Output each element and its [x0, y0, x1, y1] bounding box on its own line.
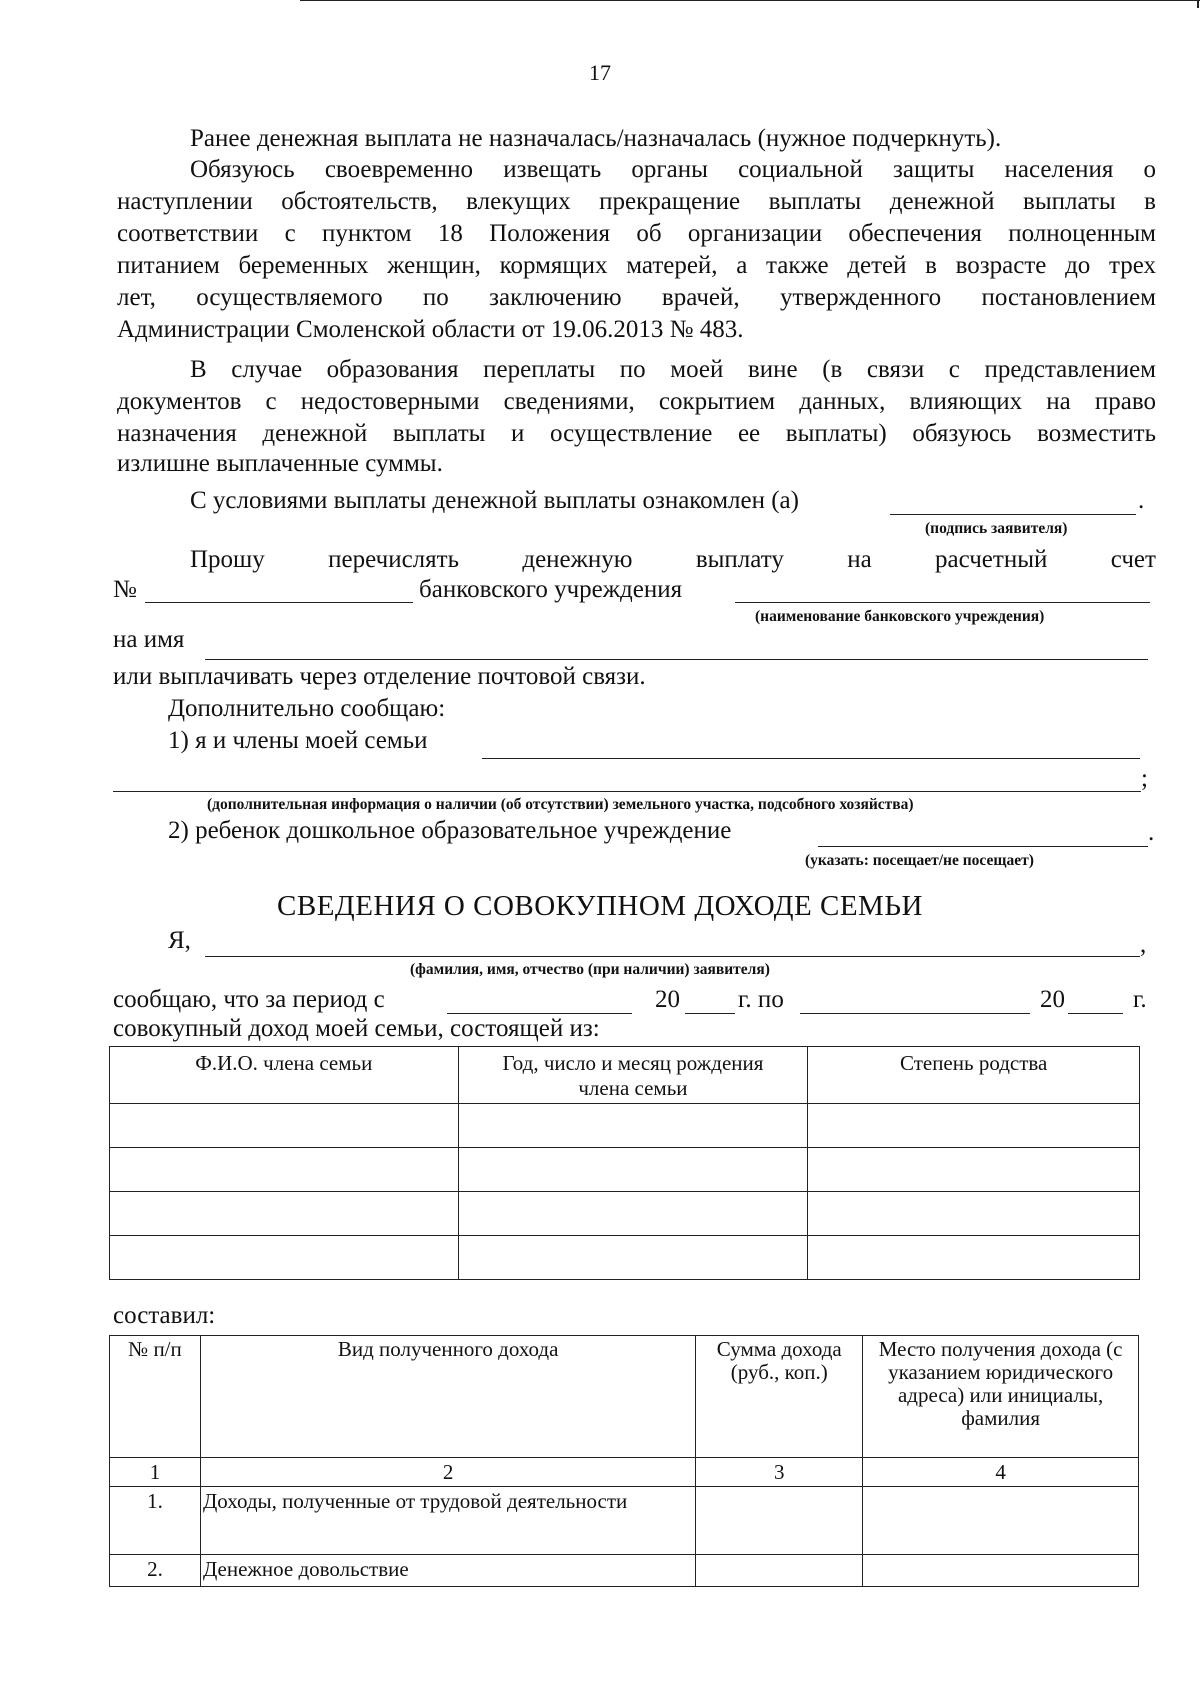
- income-sum-cell[interactable]: [696, 1487, 863, 1555]
- account-number-label: №: [113, 576, 137, 603]
- numbering-cell: 1: [110, 1458, 201, 1487]
- item2-field[interactable]: [818, 846, 1148, 847]
- recipient-name-label: на имя: [113, 626, 185, 653]
- table-cell[interactable]: [458, 1236, 808, 1280]
- numbering-cell: 2: [200, 1458, 695, 1487]
- table-header-row: [110, 1047, 1140, 1104]
- bank-label: банковского учреждения: [419, 576, 683, 603]
- period-year2: 20: [1040, 986, 1065, 1013]
- table-cell[interactable]: [458, 1148, 808, 1192]
- paragraph-obligation-line-3: соответствии с пунктом 18 Положения об организации обеспечения полноценным: [117, 220, 1156, 247]
- column-header-relation: Степень родства: [808, 1047, 1140, 1104]
- scan-edge-right: [1197, 0, 1199, 8]
- paragraph-overpayment-line-4: излишне выплаченные суммы.: [117, 450, 443, 477]
- column-header-sum: Сумма дохода (руб., коп.): [696, 1336, 863, 1458]
- page-number: 17: [589, 60, 611, 85]
- paragraph-obligation-line-1: Обязуюсь своевременно извещать органы социальной защиты населения о: [190, 156, 1156, 183]
- item1-field-continued[interactable]: [113, 791, 1141, 792]
- period-year1-field[interactable]: [685, 1013, 735, 1014]
- paragraph-obligation-line-4: питанием беременных женщин, кормящих матерей, а также детей в возрасте до трех: [117, 252, 1156, 279]
- income-sum-cell[interactable]: [696, 1555, 863, 1587]
- income-type-cell: Доходы, полученные от трудовой деятельности: [200, 1487, 695, 1555]
- income-place-cell[interactable]: [863, 1555, 1139, 1587]
- row-number: 1.: [110, 1487, 201, 1555]
- income-table: [109, 1335, 1139, 1587]
- table-row: [110, 1236, 1140, 1280]
- recipient-name-field[interactable]: [205, 659, 1148, 660]
- acquainted-end: .: [1138, 487, 1145, 514]
- paragraph-overpayment-line-1: В случае образования переплаты по моей вине (в связи с представлением: [190, 356, 1156, 383]
- numbering-cell: 3: [696, 1458, 863, 1487]
- period-year-suffix2: г.: [1133, 986, 1147, 1013]
- attends-caption: (указать: посещает/не посещает): [805, 852, 1034, 869]
- applicant-end: ,: [1140, 931, 1147, 958]
- item2-end: .: [1148, 819, 1155, 846]
- request-word: счет: [1110, 546, 1156, 573]
- table-row: [110, 1555, 1139, 1587]
- item1-end: ;: [1141, 765, 1148, 792]
- column-header-number: № п/п: [110, 1336, 201, 1458]
- table-cell[interactable]: [110, 1192, 459, 1236]
- family-composition-label: совокупный доход моей семьи, состоящей из:: [113, 1015, 600, 1042]
- request-line: [190, 545, 1156, 575]
- made-up-label: составил:: [113, 1302, 216, 1329]
- income-section-heading: СВЕДЕНИЯ О СОВОКУПНОМ ДОХОДЕ СЕМЬИ: [277, 890, 923, 922]
- table-row: [110, 1192, 1140, 1236]
- table-cell[interactable]: [808, 1104, 1140, 1148]
- period-year1: 20: [655, 986, 680, 1013]
- applicant-field[interactable]: [205, 956, 1140, 957]
- period-year2-field[interactable]: [1068, 1013, 1123, 1014]
- column-header-place: Место получения дохода (с указанием юридического адреса) или инициалы, фамилия: [863, 1336, 1139, 1458]
- table-row: [110, 1487, 1139, 1555]
- paragraph-overpayment-line-3: назначения денежной выплаты и осуществление ее выплаты) обязуюсь возместить: [117, 420, 1156, 447]
- request-word: выплату: [695, 546, 784, 573]
- family-members-table: [109, 1046, 1140, 1280]
- paragraph-previous-payment: Ранее денежная выплата не назначалась/назначалась (нужное подчеркнуть).: [190, 125, 1002, 152]
- item1-field[interactable]: [482, 758, 1140, 759]
- period-year-suffix1: г. по: [738, 986, 784, 1013]
- applicant-label: Я,: [168, 927, 191, 954]
- bank-name-field[interactable]: [735, 602, 1150, 603]
- account-number-field[interactable]: [145, 602, 413, 603]
- land-caption: (дополнительная информация о наличии (об отсутствии) земельного участка, подсобного хозяйства): [207, 796, 914, 813]
- fio-caption: (фамилия, имя, отчество (при наличии) заявителя): [410, 961, 770, 978]
- bank-caption: (наименование банковского учреждения): [755, 608, 1045, 625]
- income-type-cell: Денежное довольствие: [200, 1555, 695, 1587]
- row-number: 2.: [110, 1555, 201, 1587]
- request-word: Прошу: [190, 546, 265, 573]
- paragraph-obligation-line-5: лет, осуществляемого по заключению врачей, утвержденного постановлением: [117, 284, 1156, 311]
- item2-label: 2) ребенок дошкольное образовательное учреждение: [168, 817, 732, 844]
- table-cell[interactable]: [808, 1236, 1140, 1280]
- income-place-cell[interactable]: [863, 1487, 1139, 1555]
- acquainted-label: С условиями выплаты денежной выплаты ознакомлен (а): [190, 487, 799, 514]
- table-row: [110, 1104, 1140, 1148]
- item1-label: 1) я и члены моей семьи: [168, 727, 428, 754]
- paragraph-obligation-line-2: наступлении обстоятельств, влекущих прекращение выплаты денежной выплаты в: [117, 188, 1156, 215]
- additionally-label: Дополнительно сообщаю:: [168, 695, 446, 722]
- paragraph-obligation-line-6: Администрации Смоленской области от 19.06.2013 № 483.: [117, 316, 744, 343]
- table-numbering-row: [110, 1458, 1139, 1487]
- table-cell[interactable]: [808, 1148, 1140, 1192]
- signature-field[interactable]: [890, 514, 1136, 515]
- request-word: расчетный: [935, 546, 1048, 573]
- table-row: [110, 1148, 1140, 1192]
- column-header-fio: Ф.И.О. члена семьи: [110, 1047, 459, 1104]
- table-cell[interactable]: [110, 1148, 459, 1192]
- table-cell[interactable]: [458, 1104, 808, 1148]
- table-cell[interactable]: [458, 1192, 808, 1236]
- column-header-birthdate: Год, число и месяц рождения члена семьи: [458, 1047, 808, 1104]
- scan-edge-top: [300, 0, 1200, 1]
- table-cell[interactable]: [808, 1192, 1140, 1236]
- signature-caption: (подпись заявителя): [925, 520, 1068, 537]
- table-cell[interactable]: [110, 1236, 459, 1280]
- request-word: на: [847, 546, 872, 573]
- numbering-cell: 4: [863, 1458, 1139, 1487]
- period-label: сообщаю, что за период с: [113, 986, 385, 1013]
- paragraph-overpayment-line-2: документов с недостоверными сведениями, сокрытием данных, влияющих на право: [117, 388, 1156, 415]
- request-word: перечислять: [328, 546, 459, 573]
- table-cell[interactable]: [110, 1104, 459, 1148]
- request-word: денежную: [522, 546, 633, 573]
- table-header-row: [110, 1336, 1139, 1458]
- column-header-income-type: Вид полученного дохода: [200, 1336, 695, 1458]
- post-office-option: или выплачивать через отделение почтовой связи.: [113, 663, 646, 690]
- period-end-field[interactable]: [800, 1013, 1030, 1014]
